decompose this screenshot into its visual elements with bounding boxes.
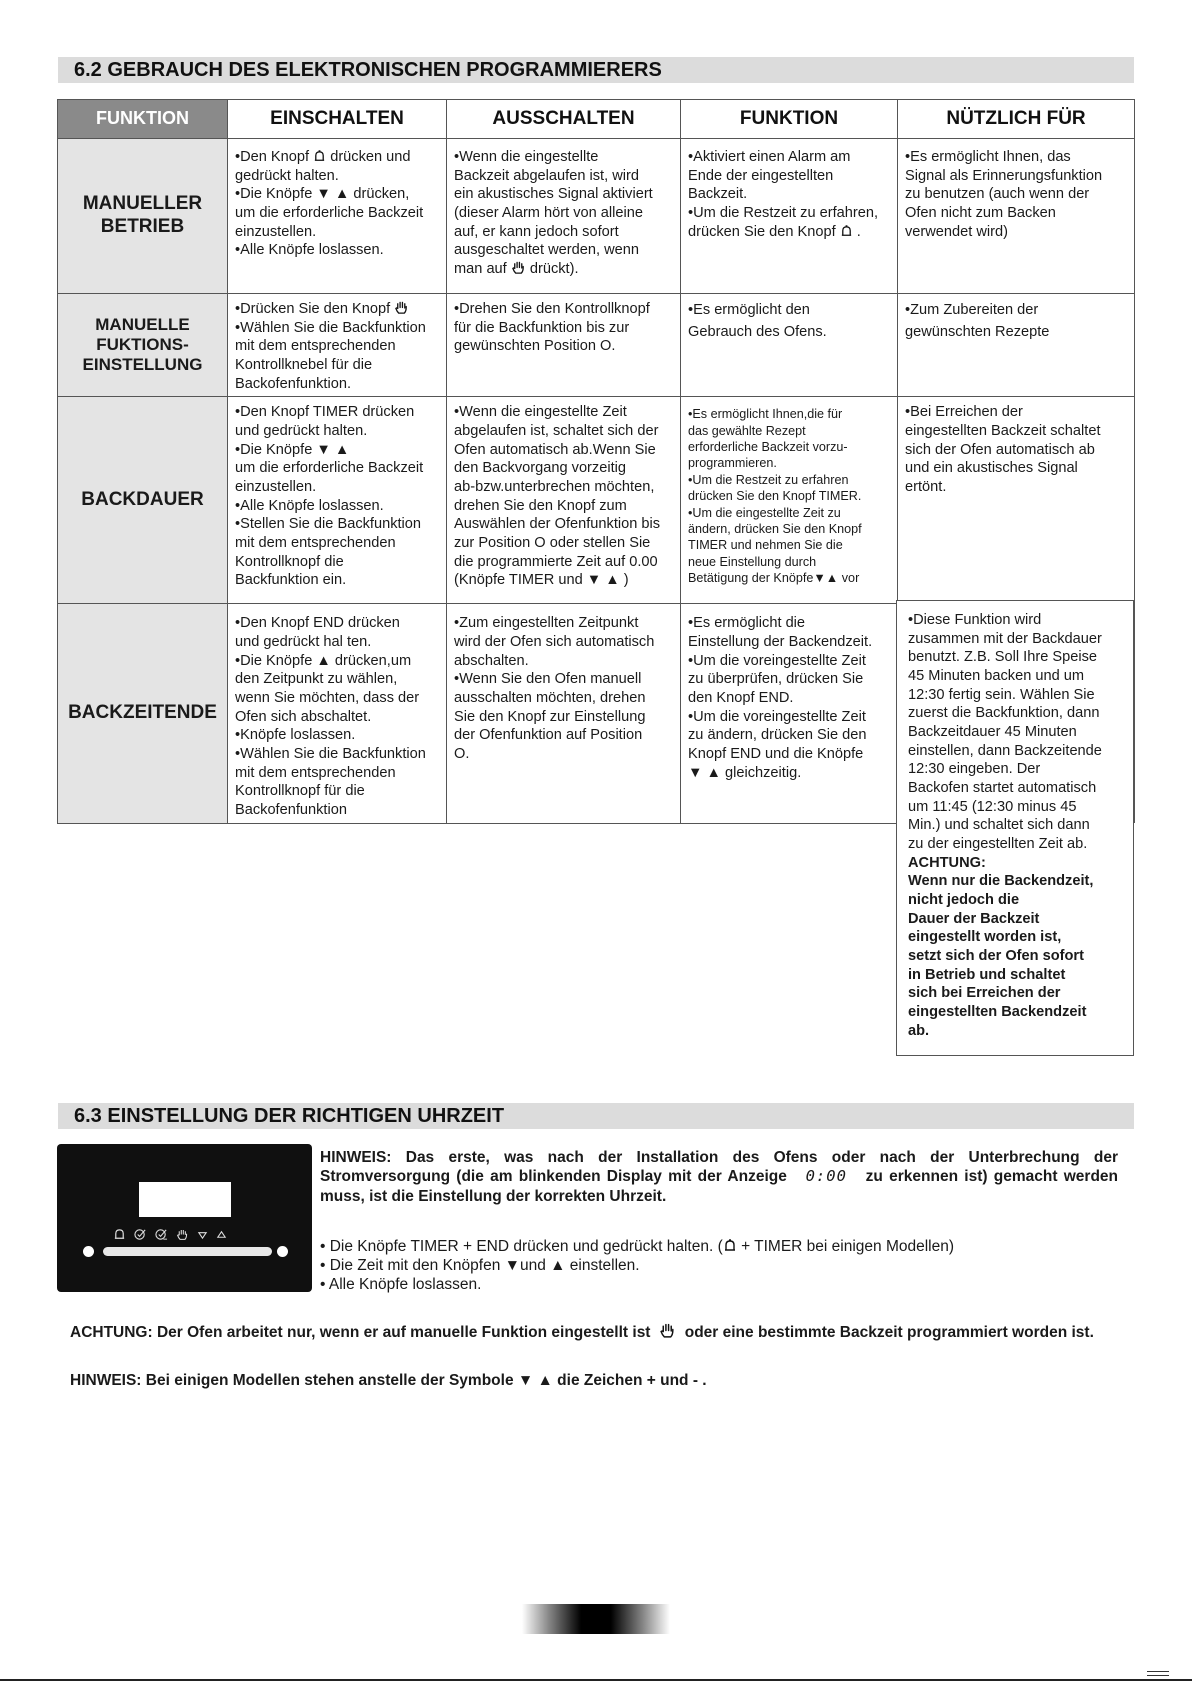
header-funktion-2: FUNKTION bbox=[681, 100, 898, 139]
row-label: MANUELLER BETRIEB bbox=[58, 139, 228, 294]
cell-einschalten: •Den Knopf TIMER drücken und gedrückt halten. •Die Knöpfe ▼ ▲ um die erforderliche Backzeit einzustellen. •Alle Knöpfe loslassen. •Stellen Sie die Backfunktion mit dem entsprechenden Kontrollknopf die Backfunktion ein. bbox=[228, 397, 447, 604]
hand-icon bbox=[394, 300, 409, 315]
hand-icon bbox=[176, 1228, 189, 1241]
cell-funktion: •Es ermöglicht Ihnen,die für das gewählte Rezept erforderliche Backzeit vorzu- programmieren. •Um die Restzeit zu erfahren drücken Sie den Knopf TIMER. •Um die eingestellte Zeit zu ändern, drücken Sie den Knopf TIMER und nehmen Sie die neue Einstellung durch Betätigung der Knöpfe▼▲ vor bbox=[681, 397, 898, 604]
panel-slider bbox=[103, 1247, 272, 1256]
hinweis-symbols: HINWEIS: Bei einigen Modellen stehen anstelle der Symbole ▼ ▲ die Zeichen + und - . bbox=[70, 1372, 707, 1389]
down-icon bbox=[197, 1228, 208, 1241]
table-row-manueller-betrieb bbox=[58, 139, 1135, 294]
cell-ausschalten: •Drehen Sie den Kontrollknopf für die Backfunktion bis zur gewünschten Position O. bbox=[447, 294, 681, 397]
clock-check-icon bbox=[134, 1228, 147, 1241]
cell-funktion: •Es ermöglicht den Gebrauch des Ofens. bbox=[681, 294, 898, 397]
row-label: BACKZEITENDE bbox=[58, 604, 228, 823]
cell-ausschalten: •Wenn die eingestellte Backzeit abgelaufen ist, wird ein akustisches Signal aktiviert (dieser Alarm hört von alleine auf, er kann jedoch sofort ausgeschaltet werden, wenn man auf drückt). bbox=[447, 139, 681, 294]
bell-icon bbox=[723, 1239, 737, 1253]
display-screen bbox=[139, 1182, 231, 1217]
left-dot bbox=[83, 1246, 94, 1257]
bell-icon bbox=[113, 1228, 126, 1241]
panel-icons bbox=[113, 1228, 227, 1241]
page-number-badge bbox=[522, 1604, 670, 1634]
cell-einschalten: •Den Knopf drücken und gedrückt halten. •Die Knöpfe ▼ ▲ drücken, um die erforderliche Backzeit einzustellen. •Alle Knöpfe loslassen. bbox=[228, 139, 447, 294]
cell-ausschalten: •Zum eingestellten Zeitpunkt wird der Ofen sich automatisch abschalten. •Wenn Sie den Ofen manuell ausschalten möchten, drehen Sie den Knopf zur Einstellung der Ofenfunktion auf Position O. bbox=[447, 604, 681, 823]
achtung-paragraph: ACHTUNG: Der Ofen arbeitet nur, wenn er auf manuelle Funktion eingestellt ist oder eine bestimmte Backzeit programmiert worden ist. bbox=[70, 1324, 1094, 1341]
step-2: • Die Zeit mit den Knöpfen ▼und ▲ einstellen. bbox=[320, 1257, 640, 1275]
cell-nuetzlich: •Zum Zubereiten der gewünschten Rezepte bbox=[898, 294, 1135, 397]
section-title-6-2: 6.2 GEBRAUCH DES ELEKTRONISCHEN PROGRAMMIERERS bbox=[58, 57, 1134, 83]
row-label: BACKDAUER bbox=[58, 397, 228, 604]
cell-einschalten: •Den Knopf END drücken und gedrückt hal ten. •Die Knöpfe ▲ drücken,um den Zeitpunkt zu wählen, wenn Sie möchten, dass der Ofen sich abschaltet. •Knöpfe loslassen. •Wählen Sie die Backfunktion mit dem entsprechenden Kontrollknopf für die Backofenfunktion bbox=[228, 604, 447, 823]
section-title-6-3: 6.3 EINSTELLUNG DER RICHTIGEN UHRZEIT bbox=[58, 1103, 1134, 1129]
footer-mark bbox=[1147, 1671, 1169, 1676]
table-row-manuelle-funktionseinstellung bbox=[58, 294, 1135, 397]
cell-einschalten: •Drücken Sie den Knopf •Wählen Sie die Backfunktion mit dem entsprechenden Kontrollknebel für die Backofenfunktion. bbox=[228, 294, 447, 397]
steps-list bbox=[320, 1237, 1120, 1294]
table-row-backdauer bbox=[58, 397, 1135, 604]
cell-funktion: •Es ermöglicht die Einstellung der Backendzeit. •Um die voreingestellte Zeit zu überprüfen, drücken Sie den Knopf END. •Um die voreingestellte Zeit zu ändern, drücken Sie den Knopf END und die Knöpfe ▼ ▲ gleichzeitig. bbox=[681, 604, 898, 823]
row-label: MANUELLE FUKTIONS- EINSTELLUNG bbox=[58, 294, 228, 397]
header-einschalten: EINSCHALTEN bbox=[228, 100, 447, 139]
hand-icon bbox=[511, 260, 526, 275]
header-nuetzlich: NÜTZLICH FÜR bbox=[898, 100, 1135, 139]
cell-ausschalten: •Wenn die eingestellte Zeit abgelaufen ist, schaltet sich der Ofen automatisch ab.Wenn Sie den Backvorgang vorzeitig ab-bzw.unterbrechen möchten, drehen Sie den Knopf zum Auswählen der Ofenfunktion bis zur Position O oder stellen Sie die programmierte Zeit auf 0.00 (Knöpfe TIMER und ▼ ▲ ) bbox=[447, 397, 681, 604]
clock-end-icon bbox=[155, 1228, 168, 1241]
up-icon bbox=[216, 1228, 227, 1241]
hinweis-paragraph: HINWEIS: Das erste, was nach der Installation des Ofens oder nach der Unterbrechung der Stromversorgung (die am blinkenden Display mit der Anzeige 0:00 zu erkennen ist) gemacht werden muss, ist die Einstellung der korrekten Uhrzeit. bbox=[320, 1149, 1119, 1205]
step-1: • Die Knöpfe TIMER + END drücken und gedrückt halten. ( + TIMER bei einigen Modellen) bbox=[320, 1238, 955, 1255]
cell-funktion: •Aktiviert einen Alarm am Ende der eingestellten Backzeit. •Um die Restzeit zu erfahren, drücken Sie den Knopf . bbox=[681, 139, 898, 294]
cell-nuetzlich-backzeitende: •Diese Funktion wird zusammen mit der Backdauer benutzt. Z.B. Soll Ihre Speise 45 Minuten backen und um 12:30 fertig sein. Wählen Sie zuerst die Backfunktion, dann Backzeitdauer 45 Minuten einstellen, dann Backzeitende 12:30 eingeben. Der Backofen startet automatisch um 11:45 (12:30 minus 45 Min.) und schaltet sich dann zu der eingestellten Zeit ab. ACHTUNG: Wenn nur die Backendzeit, nicht jedoch die Dauer der Backzeit eingestellt worden ist, setzt sich der Ofen sofort in Betrieb und schaltet sich bei Erreichen der eingestellten Backendzeit ab. bbox=[896, 600, 1134, 1056]
table-header-row bbox=[58, 100, 1135, 139]
footer-line bbox=[0, 1679, 1192, 1681]
bell-icon bbox=[840, 225, 853, 238]
cell-nuetzlich: •Es ermöglicht Ihnen, das Signal als Erinnerungsfunktion zu benutzen (auch wenn der Ofen nicht zum Backen verwendet wird) bbox=[898, 139, 1135, 294]
bell-icon bbox=[313, 150, 326, 163]
display-digits: 0:00 bbox=[805, 1167, 847, 1186]
programmer-panel-image bbox=[57, 1144, 312, 1292]
step-3: • Alle Knöpfe loslassen. bbox=[320, 1276, 482, 1294]
hand-icon bbox=[659, 1322, 676, 1339]
right-dot bbox=[277, 1246, 288, 1257]
backzeitende-warning: ACHTUNG: Wenn nur die Backendzeit, nicht jedoch die Dauer der Backzeit eingestellt worden ist, setzt sich der Ofen sofort in Betrieb und schaltet sich bei Erreichen der eingestellten Backendzeit ab. bbox=[908, 854, 1094, 1039]
header-funktion: FUNKTION bbox=[58, 100, 228, 139]
header-ausschalten: AUSSCHALTEN bbox=[447, 100, 681, 139]
cell-nuetzlich: •Bei Erreichen der eingestellten Backzeit schaltet sich der Ofen automatisch ab und ein akustisches Signal ertönt. bbox=[898, 397, 1135, 604]
